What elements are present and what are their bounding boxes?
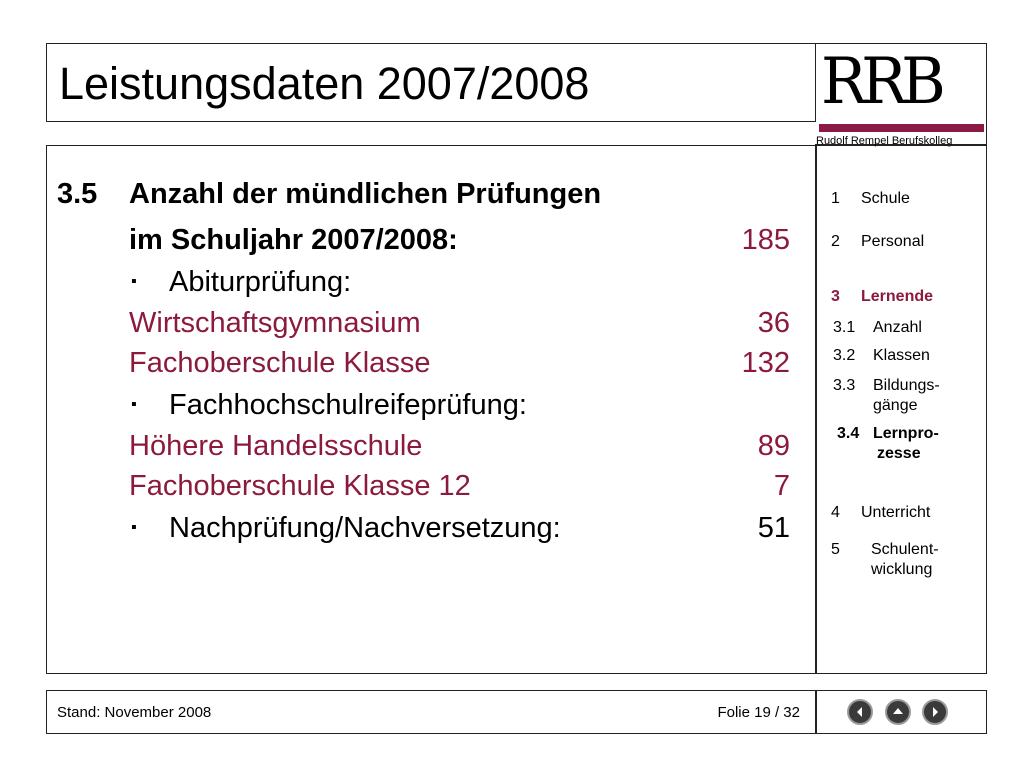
arrow-left-icon [854,706,866,718]
value-wirtschaftsgymnasium: 36 [757,307,790,339]
sidebar-item-label: Lernpro- [873,425,939,442]
sidebar-item-label: Klassen [873,347,930,364]
heading-total: 185 [741,224,790,256]
sidebar-item-anzahl[interactable] [833,318,922,338]
sidebar-item-label: Unterricht [861,504,931,521]
footer-box [46,690,987,734]
sidebar-item-number: 3.4 [837,425,860,442]
bullet-marker: ▪ [131,396,137,413]
sidebar-item-unterricht[interactable] [831,503,930,523]
sidebar-item-label: Anzahl [873,319,922,336]
sidebar-item-label: Schule [861,190,910,207]
sidebar-item-label: Bildungs- [873,377,940,394]
value-fachoberschule: 132 [741,347,790,379]
list-item-fachoberschule-12: Fachoberschule Klasse 12 [129,470,471,502]
sidebar-item-label: Schulent- [871,541,939,558]
sidebar-item-label-cont: gänge [873,397,918,414]
list-item-hoehere-handelsschule: Höhere Handelsschule [129,430,423,462]
list-item-abitur: Abiturprüfung: [169,266,352,298]
previous-slide-button[interactable] [847,699,873,725]
value-hoehere-handelsschule: 89 [757,430,790,462]
list-item-fachhochschulreife: Fachhochschulreifeprüfung: [169,389,527,421]
bullet-marker: ▪ [131,519,137,536]
sidebar-item-number: 4 [831,504,840,521]
sidebar-item-bildungsgaenge[interactable] [833,376,940,416]
sidebar-item-lernende[interactable] [831,287,933,307]
sidebar-divider [815,146,817,673]
page-title: Leistungsdaten 2007/2008 [59,58,590,109]
logo-caption: Rudolf Rempel Berufskolleg [816,135,953,147]
sidebar-item-label-cont: zesse [877,445,921,462]
sidebar-item-schule[interactable] [831,189,910,209]
sidebar-item-number: 5 [831,541,840,558]
bullet-marker: ▪ [131,273,137,290]
sidebar-item-lernprozesse[interactable] [837,424,939,464]
value-fachoberschule-12: 7 [773,470,790,502]
heading-line2: im Schuljahr 2007/2008: [129,224,458,256]
sidebar-item-schulentwicklung[interactable] [831,540,939,580]
sidebar-item-label-cont: wicklung [871,561,933,578]
list-item-nachpruefung: Nachprüfung/Nachversetzung: [169,512,561,544]
title-box [46,43,816,122]
sidebar-item-label: Lernende [861,288,934,305]
section-number: 3.5 [57,178,98,210]
sidebar-item-klassen[interactable] [833,346,930,366]
sidebar-item-number: 3.2 [833,347,856,364]
footer-stand: Stand: November 2008 [57,704,212,721]
sidebar-item-label: Personal [861,233,925,250]
heading-line1: Anzahl der mündlichen Prüfungen [129,178,602,210]
sidebar-item-number: 2 [831,233,840,250]
sidebar-item-number: 3.1 [833,319,856,336]
up-button[interactable] [885,699,911,725]
list-item-wirtschaftsgymnasium: Wirtschaftsgymnasium [129,307,421,339]
arrow-right-icon [929,706,941,718]
arrow-up-icon [892,706,904,718]
content-box [46,145,987,674]
value-nachpruefung: 51 [757,512,790,544]
logo-box [815,43,987,145]
logo-bar [819,124,984,132]
next-slide-button[interactable] [922,699,948,725]
sidebar-item-number: 3.3 [833,377,856,394]
footer-folie: Folie 19 / 32 [717,704,800,721]
list-item-fachoberschule: Fachoberschule Klasse [129,347,431,379]
footer-divider [815,691,817,733]
sidebar-item-personal[interactable] [831,232,924,252]
rrb-logo: RRB [821,45,941,119]
sidebar-item-number: 3 [831,288,840,305]
sidebar-item-number: 1 [831,190,840,207]
